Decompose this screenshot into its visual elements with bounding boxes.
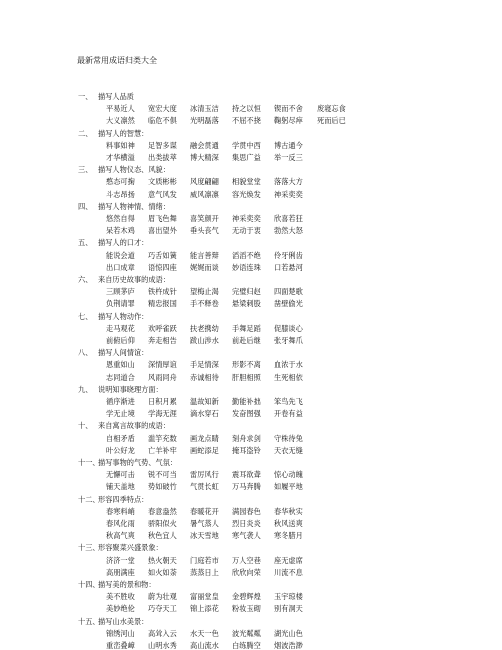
idiom-item: 寒气袭人 bbox=[232, 531, 261, 541]
idiom-item: 前赴后继 bbox=[232, 336, 261, 345]
section-number: 十二、 bbox=[78, 494, 100, 504]
section-number: 八、 bbox=[78, 348, 93, 358]
idiom-item: 死而后已 bbox=[317, 116, 346, 126]
idiom-item: 垂头丧气 bbox=[190, 226, 219, 236]
idiom-item: 湖光山色 bbox=[274, 628, 303, 638]
section-title: 来自寓言故事的成语： bbox=[98, 421, 170, 431]
section-title: 描写人间情谊： bbox=[98, 348, 149, 358]
idiom-item: 巧夺天工 bbox=[148, 604, 177, 614]
idiom-row bbox=[0, 263, 502, 272]
idiom-item: 笨鸟先飞 bbox=[274, 397, 303, 406]
idiom-item: 博大精深 bbox=[190, 153, 219, 162]
idiom-item: 娓娓而谈 bbox=[190, 262, 219, 272]
idiom-item: 张牙舞爪 bbox=[274, 336, 303, 345]
section-heading bbox=[78, 312, 148, 321]
idiom-item: 生死相依 bbox=[274, 372, 303, 382]
section-heading bbox=[78, 421, 170, 430]
idiom-row bbox=[0, 287, 502, 296]
idiom-item: 凿壁偷光 bbox=[274, 299, 303, 309]
idiom-item: 前俯后仰 bbox=[106, 336, 135, 345]
idiom-item: 惊心动魄 bbox=[274, 470, 303, 480]
idiom-item: 意气风发 bbox=[148, 189, 177, 199]
idiom-item: 出类拔萃 bbox=[148, 153, 177, 162]
section-heading bbox=[78, 580, 156, 589]
idiom-item: 精忠报国 bbox=[148, 299, 177, 309]
idiom-item: 恩重如山 bbox=[106, 360, 135, 370]
idiom-item: 望梅止渴 bbox=[190, 287, 219, 297]
idiom-item: 才华横溢 bbox=[106, 153, 135, 162]
idiom-item: 高山流水 bbox=[190, 641, 219, 650]
idiom-item: 足智多谋 bbox=[148, 140, 177, 150]
section-heading bbox=[78, 129, 148, 138]
section-title: 说明知事晓理方面： bbox=[98, 384, 163, 394]
idiom-item: 如火如荼 bbox=[148, 567, 177, 577]
idiom-item: 春风化雨 bbox=[106, 519, 135, 528]
idiom-item: 热火朝天 bbox=[148, 555, 177, 565]
idiom-item: 妙语连珠 bbox=[232, 262, 261, 272]
section-title: 描写事物的气势、气氛： bbox=[98, 458, 178, 467]
section-heading bbox=[78, 458, 177, 467]
idiom-item: 肝胆相照 bbox=[232, 372, 261, 382]
idiom-item: 川流不息 bbox=[274, 567, 303, 577]
idiom-item: 风度翩翩 bbox=[190, 177, 219, 187]
idiom-item: 神采奕奕 bbox=[274, 189, 303, 199]
idiom-item: 不屈不挠 bbox=[232, 116, 261, 126]
idiom-item: 跋山涉水 bbox=[190, 336, 219, 345]
idiom-item: 形影不离 bbox=[232, 360, 261, 370]
section-number: 九、 bbox=[78, 384, 93, 394]
idiom-item: 秋风送爽 bbox=[274, 519, 303, 528]
idiom-item: 水天一色 bbox=[190, 628, 219, 638]
idiom-row bbox=[0, 556, 502, 565]
idiom-row bbox=[0, 104, 502, 113]
idiom-row bbox=[0, 153, 502, 162]
section-number: 十、 bbox=[78, 421, 93, 431]
idiom-item: 循序渐进 bbox=[106, 397, 135, 406]
section-number: 二、 bbox=[78, 128, 93, 138]
idiom-item: 自相矛盾 bbox=[106, 433, 135, 443]
idiom-item: 美不胜收 bbox=[106, 592, 135, 602]
idiom-item: 雷厉风行 bbox=[190, 470, 219, 480]
idiom-item: 威风凛凛 bbox=[190, 189, 219, 199]
idiom-item: 高耸入云 bbox=[148, 628, 177, 638]
section-heading bbox=[78, 238, 148, 247]
idiom-item: 震耳欲聋 bbox=[232, 470, 261, 480]
idiom-item: 画蛇添足 bbox=[190, 445, 219, 455]
section-number: 七、 bbox=[78, 311, 93, 321]
section-title: 形容聚菜兴盛景象： bbox=[98, 543, 163, 553]
section-title: 描写美的景和物： bbox=[98, 580, 156, 589]
idiom-item: 手不释卷 bbox=[190, 299, 219, 309]
idiom-item: 完璧归赵 bbox=[232, 287, 261, 297]
idiom-row bbox=[0, 251, 502, 260]
idiom-item: 四面楚歌 bbox=[274, 287, 303, 297]
idiom-row bbox=[0, 470, 502, 479]
idiom-item: 亡羊补牢 bbox=[148, 445, 177, 455]
section-heading bbox=[78, 348, 148, 357]
idiom-item: 口若悬河 bbox=[274, 262, 303, 272]
idiom-item: 走马观花 bbox=[106, 323, 135, 333]
idiom-row bbox=[0, 214, 502, 223]
idiom-item: 冰天雪地 bbox=[190, 531, 219, 541]
idiom-item: 如履平地 bbox=[274, 482, 303, 492]
section-title: 描写人物动作： bbox=[98, 311, 149, 321]
idiom-item: 悬梁刺股 bbox=[232, 299, 261, 309]
idiom-item: 巧舌如簧 bbox=[148, 250, 177, 260]
idiom-item: 鞠躬尽瘁 bbox=[274, 116, 303, 126]
idiom-item: 学贯中西 bbox=[232, 140, 261, 150]
idiom-item: 悠然自得 bbox=[106, 214, 135, 223]
idiom-item: 欣欣向荣 bbox=[232, 567, 261, 577]
idiom-item: 学无止境 bbox=[106, 409, 135, 419]
idiom-item: 神采奕奕 bbox=[232, 214, 261, 223]
idiom-item: 滔滔不绝 bbox=[232, 250, 261, 260]
idiom-item: 春意盎然 bbox=[148, 506, 177, 516]
idiom-item: 波光粼粼 bbox=[232, 628, 261, 638]
idiom-item: 蔚为壮观 bbox=[148, 592, 177, 602]
idiom-item: 志同道合 bbox=[106, 372, 135, 382]
section-heading bbox=[78, 165, 170, 174]
idiom-item: 平易近人 bbox=[106, 104, 135, 114]
idiom-item: 铁杵成针 bbox=[148, 287, 177, 297]
idiom-row bbox=[0, 324, 502, 333]
idiom-item: 气贯长虹 bbox=[190, 482, 219, 492]
idiom-item: 铺天盖地 bbox=[106, 482, 135, 492]
idiom-item: 重峦叠嶂 bbox=[106, 641, 135, 650]
idiom-item: 锦绣河山 bbox=[106, 628, 135, 638]
idiom-item: 斗志昂扬 bbox=[106, 189, 135, 199]
idiom-item: 天衣无缝 bbox=[274, 445, 303, 455]
section-number: 六、 bbox=[78, 275, 93, 284]
idiom-item: 叶公好龙 bbox=[106, 445, 135, 455]
idiom-item: 开卷有益 bbox=[274, 409, 303, 419]
idiom-item: 喜笑颜开 bbox=[190, 214, 219, 223]
section-heading bbox=[78, 275, 170, 284]
idiom-item: 眉飞色舞 bbox=[148, 214, 177, 223]
idiom-row bbox=[0, 397, 502, 406]
idiom-item: 光明磊落 bbox=[190, 116, 219, 126]
idiom-row bbox=[0, 446, 502, 455]
idiom-row bbox=[0, 190, 502, 199]
idiom-item: 满园春色 bbox=[232, 506, 261, 516]
idiom-item: 寒冬腊月 bbox=[274, 531, 303, 541]
idiom-row bbox=[0, 604, 502, 613]
idiom-item: 深情厚谊 bbox=[148, 360, 177, 370]
idiom-row bbox=[0, 568, 502, 577]
idiom-row bbox=[0, 226, 502, 235]
section-heading bbox=[78, 385, 163, 394]
section-title: 形容四季特点： bbox=[98, 494, 149, 504]
idiom-item: 文质彬彬 bbox=[148, 177, 177, 187]
idiom-item: 高朋满座 bbox=[106, 567, 135, 577]
idiom-item: 赤诚相待 bbox=[190, 372, 219, 382]
idiom-item: 座无虚席 bbox=[274, 555, 303, 565]
idiom-item: 奔走相告 bbox=[148, 336, 177, 345]
idiom-row bbox=[0, 116, 502, 125]
idiom-item: 掩耳盗铃 bbox=[232, 445, 261, 455]
idiom-item: 欢呼雀跃 bbox=[148, 323, 177, 333]
idiom-item: 蒸蒸日上 bbox=[190, 567, 219, 577]
section-heading bbox=[78, 92, 134, 101]
idiom-item: 能言善辩 bbox=[190, 250, 219, 260]
idiom-item: 门庭若市 bbox=[190, 555, 219, 565]
idiom-item: 别有洞天 bbox=[274, 604, 303, 614]
idiom-row bbox=[0, 141, 502, 150]
idiom-item: 负荆请罪 bbox=[106, 299, 135, 309]
idiom-item: 能说会道 bbox=[106, 250, 135, 260]
idiom-item: 春暖花开 bbox=[190, 506, 219, 516]
section-number: 四、 bbox=[78, 201, 93, 211]
section-number: 五、 bbox=[78, 238, 93, 248]
idiom-row bbox=[0, 299, 502, 308]
idiom-item: 呆若木鸡 bbox=[106, 226, 135, 236]
section-heading bbox=[78, 495, 148, 504]
idiom-item: 守株待兔 bbox=[274, 433, 303, 443]
idiom-item: 手足情深 bbox=[190, 360, 219, 370]
idiom-item: 山明水秀 bbox=[148, 641, 177, 650]
idiom-row bbox=[0, 629, 502, 638]
idiom-item: 勤能补拙 bbox=[232, 397, 261, 406]
idiom-item: 烟波浩渺 bbox=[274, 641, 303, 650]
idiom-item: 济济一堂 bbox=[106, 555, 135, 565]
idiom-row bbox=[0, 531, 502, 540]
idiom-item: 容光焕发 bbox=[232, 189, 261, 199]
section-number: 三、 bbox=[78, 165, 93, 175]
idiom-item: 画龙点睛 bbox=[190, 433, 219, 443]
idiom-item: 料事如神 bbox=[106, 140, 135, 150]
idiom-item: 语惊四座 bbox=[148, 262, 177, 272]
idiom-item: 勃然大怒 bbox=[274, 226, 303, 236]
idiom-row bbox=[0, 373, 502, 382]
idiom-item: 发奋图强 bbox=[232, 409, 261, 419]
section-title: 描写人物仪态、风貌： bbox=[98, 165, 170, 175]
idiom-row bbox=[0, 177, 502, 186]
section-title: 描写人物神情、情绪： bbox=[98, 201, 170, 211]
section-title: 描写人品质 bbox=[98, 92, 134, 101]
idiom-item: 博古通今 bbox=[274, 140, 303, 150]
idiom-item: 骄阳似火 bbox=[148, 519, 177, 528]
section-title: 描写山水美景： bbox=[98, 616, 149, 626]
idiom-row bbox=[0, 507, 502, 516]
idiom-item: 锦上添花 bbox=[190, 604, 219, 614]
idiom-item: 出口成章 bbox=[106, 262, 135, 272]
idiom-item: 落落大方 bbox=[274, 177, 303, 187]
document-title: 最新常用成语归类大全 bbox=[77, 56, 157, 65]
idiom-item: 大义凛然 bbox=[106, 116, 135, 126]
section-title: 描写人的口才： bbox=[98, 238, 149, 248]
section-number: 十一、 bbox=[78, 458, 100, 467]
idiom-item: 风雨同舟 bbox=[148, 372, 177, 382]
idiom-item: 相貌堂堂 bbox=[232, 177, 261, 187]
idiom-item: 血浓于水 bbox=[274, 360, 303, 370]
idiom-item: 白练腾空 bbox=[232, 641, 261, 650]
idiom-item: 废寝忘食 bbox=[317, 104, 346, 114]
idiom-item: 春寒料峭 bbox=[106, 506, 135, 516]
idiom-item: 集思广益 bbox=[232, 153, 261, 162]
section-heading bbox=[78, 617, 148, 626]
idiom-item: 持之以恒 bbox=[232, 104, 261, 114]
idiom-row bbox=[0, 360, 502, 369]
idiom-item: 三顾茅庐 bbox=[106, 287, 135, 297]
idiom-item: 融会贯通 bbox=[190, 140, 219, 150]
idiom-item: 临危不俱 bbox=[148, 116, 177, 126]
idiom-item: 秋色宜人 bbox=[148, 531, 177, 541]
idiom-item: 日积月累 bbox=[148, 397, 177, 406]
idiom-item: 举一反三 bbox=[274, 153, 303, 162]
idiom-item: 宽宏大度 bbox=[148, 104, 177, 114]
idiom-item: 冰清玉洁 bbox=[190, 104, 219, 114]
section-number: 一、 bbox=[78, 92, 93, 101]
section-heading bbox=[78, 543, 163, 552]
idiom-item: 玉宇琼楼 bbox=[274, 592, 303, 602]
idiom-row bbox=[0, 434, 502, 443]
idiom-item: 美妙绝伦 bbox=[106, 604, 135, 614]
idiom-item: 憨态可掬 bbox=[106, 177, 135, 187]
idiom-item: 促膝谈心 bbox=[274, 323, 303, 333]
idiom-item: 无动于衷 bbox=[232, 226, 261, 236]
section-number: 十四、 bbox=[78, 580, 100, 589]
section-number: 十五、 bbox=[78, 616, 100, 626]
section-title: 描写人的智慧： bbox=[98, 128, 149, 138]
idiom-item: 欣喜若狂 bbox=[274, 214, 303, 223]
idiom-row bbox=[0, 519, 502, 528]
idiom-item: 锐不可当 bbox=[148, 470, 177, 480]
idiom-item: 粉妆玉砌 bbox=[232, 604, 261, 614]
idiom-item: 扶老携幼 bbox=[190, 323, 219, 333]
idiom-item: 富丽堂皇 bbox=[190, 592, 219, 602]
idiom-item: 万马奔腾 bbox=[232, 482, 261, 492]
idiom-item: 暑气蒸人 bbox=[190, 519, 219, 528]
idiom-row bbox=[0, 336, 502, 345]
idiom-item: 春华秋实 bbox=[274, 506, 303, 516]
idiom-item: 锲而不舍 bbox=[274, 104, 303, 114]
idiom-item: 喜出望外 bbox=[148, 226, 177, 236]
section-number: 十三、 bbox=[78, 543, 100, 553]
idiom-item: 伶牙俐齿 bbox=[274, 250, 303, 260]
idiom-item: 温故知新 bbox=[190, 397, 219, 406]
idiom-item: 势如破竹 bbox=[148, 482, 177, 492]
idiom-row bbox=[0, 409, 502, 418]
section-title: 来自历史故事的成语： bbox=[98, 275, 170, 284]
idiom-row bbox=[0, 482, 502, 491]
idiom-item: 秋高气爽 bbox=[106, 531, 135, 541]
idiom-row bbox=[0, 592, 502, 601]
idiom-item: 金碧辉煌 bbox=[232, 592, 261, 602]
idiom-item: 烈日炎炎 bbox=[232, 519, 261, 528]
idiom-item: 学海无涯 bbox=[148, 409, 177, 419]
idiom-item: 万人空巷 bbox=[232, 555, 261, 565]
idiom-item: 刻舟求剑 bbox=[232, 433, 261, 443]
idiom-item: 滴水穿石 bbox=[190, 409, 219, 419]
idiom-item: 滥竽充数 bbox=[148, 433, 177, 443]
idiom-item: 无懈可击 bbox=[106, 470, 135, 480]
section-heading bbox=[78, 202, 170, 211]
idiom-item: 手舞足蹈 bbox=[232, 323, 261, 333]
